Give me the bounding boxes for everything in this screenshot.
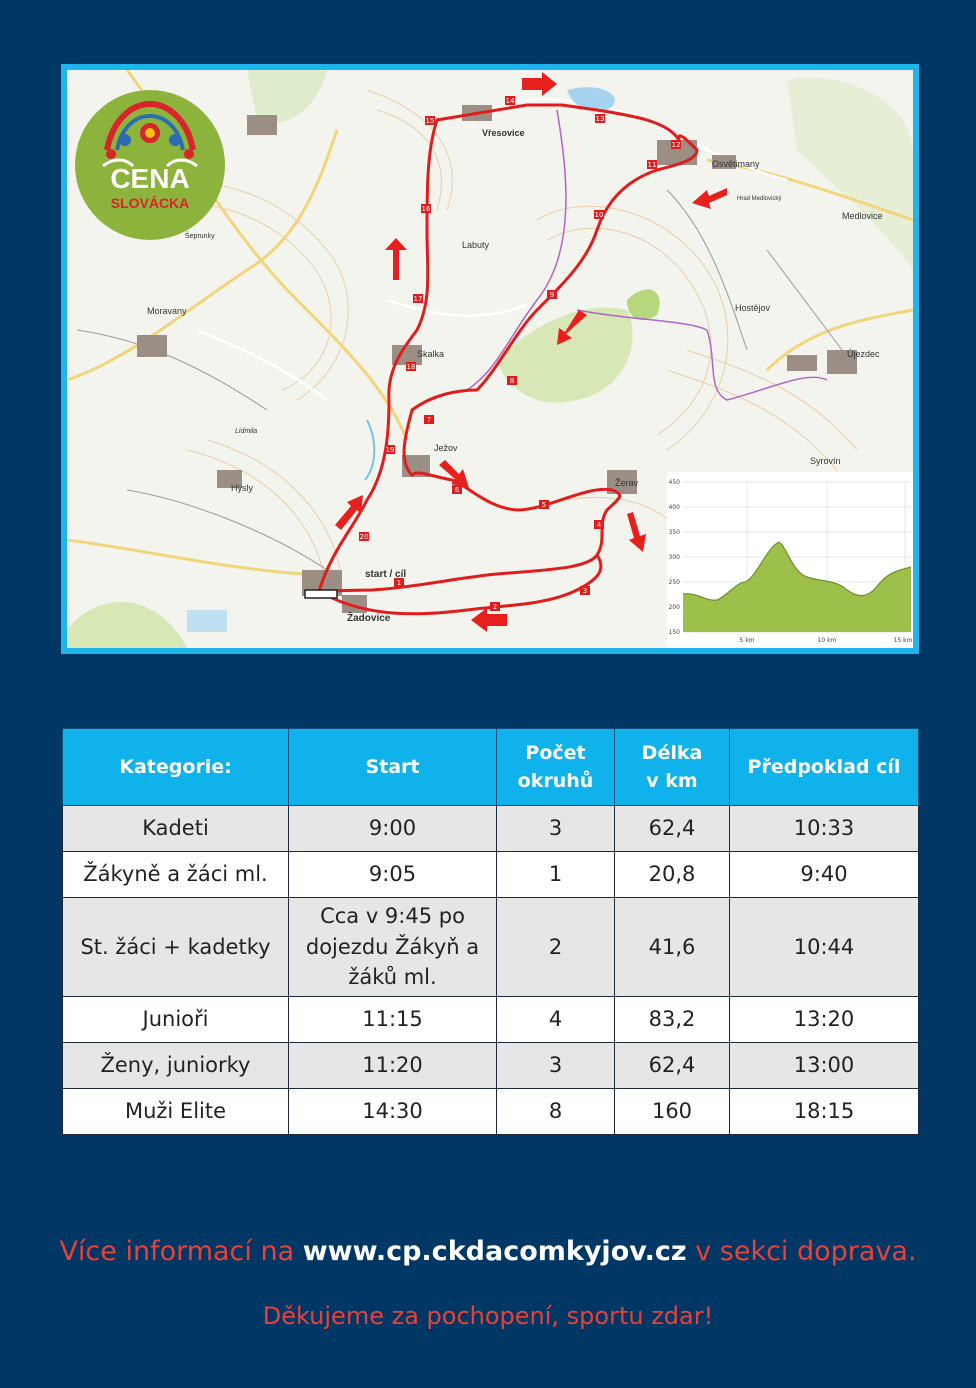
place-label: Skalka — [417, 349, 445, 359]
cena-slovacka-logo — [73, 88, 227, 242]
start-finish-marker — [305, 590, 337, 598]
website-link[interactable]: www.cp.ckdacomkyjov.cz — [302, 1236, 687, 1267]
table-row — [63, 806, 919, 852]
y-tick-label: 250 — [668, 579, 680, 586]
place-label: Labuty — [462, 240, 490, 250]
cell-length: 20,8 — [615, 852, 730, 898]
place-label: Hrad Medlovický — [737, 196, 782, 202]
km-marker: 20 — [359, 533, 369, 541]
place-label: Hýsly — [231, 483, 253, 493]
cell-length: 41,6 — [615, 898, 730, 997]
table-row — [63, 1089, 919, 1135]
table-row — [63, 898, 919, 997]
place-label: Syrovín — [810, 456, 841, 466]
y-tick-label: 350 — [668, 529, 680, 536]
cell-finish: 9:40 — [730, 852, 919, 898]
km-marker: 14 — [505, 97, 515, 105]
cell-finish: 18:15 — [730, 1089, 919, 1135]
route-map — [61, 64, 919, 654]
x-tick-label: 15 km — [893, 637, 913, 644]
y-tick-label: 200 — [668, 604, 680, 611]
cell-start: 11:15 — [289, 997, 497, 1043]
km-marker: 2 — [492, 603, 498, 611]
y-tick-label: 150 — [668, 629, 680, 636]
y-tick-label: 300 — [668, 554, 680, 561]
km-marker: 17 — [413, 295, 423, 303]
header-finish: Předpoklad cíl — [730, 729, 919, 806]
table-header-row — [63, 729, 919, 806]
km-marker: 8 — [509, 377, 515, 385]
header-category: Kategorie: — [63, 729, 289, 806]
cell-finish: 13:00 — [730, 1043, 919, 1089]
info-prefix: Více informací na — [59, 1236, 303, 1267]
cell-laps: 3 — [497, 1043, 615, 1089]
header-start: Start — [289, 729, 497, 806]
cell-laps: 4 — [497, 997, 615, 1043]
cell-laps: 2 — [497, 898, 615, 997]
table-row — [63, 997, 919, 1043]
cell-laps: 3 — [497, 806, 615, 852]
thanks-line: Děkujeme za pochopení, sportu zdar! — [262, 1302, 714, 1330]
cell-finish: 10:33 — [730, 806, 919, 852]
km-marker: 7 — [426, 416, 432, 424]
cell-start: Cca v 9:45 po dojezdu Žákyň a žáků ml. — [289, 898, 497, 997]
place-label: Medlovice — [842, 211, 883, 221]
km-marker: 3 — [582, 587, 588, 595]
cell-start: 11:20 — [289, 1043, 497, 1089]
header-laps: Počet okruhů — [497, 729, 615, 806]
place-label: Šeprunky — [185, 233, 215, 240]
cell-category: Ženy, juniorky — [63, 1043, 289, 1089]
logo-line1: CENA — [110, 163, 190, 194]
cell-category: Žákyně a žáci ml. — [63, 852, 289, 898]
km-marker: 15 — [425, 117, 435, 125]
cell-category: Kadeti — [63, 806, 289, 852]
cell-category: St. žáci + kadetky — [63, 898, 289, 997]
km-marker: 10 — [594, 211, 604, 219]
cell-length: 83,2 — [615, 997, 730, 1043]
cell-length: 160 — [615, 1089, 730, 1135]
km-marker: 13 — [595, 115, 605, 123]
logo-line2: SLOVÁCKA — [110, 195, 190, 211]
km-marker: 4 — [596, 521, 602, 529]
y-tick-label: 450 — [668, 479, 680, 486]
cell-laps: 8 — [497, 1089, 615, 1135]
start-finish-label: start / cíl — [365, 569, 407, 580]
cell-laps: 1 — [497, 852, 615, 898]
cell-start: 9:05 — [289, 852, 497, 898]
km-marker: 11 — [647, 161, 657, 169]
y-tick-label: 400 — [668, 504, 680, 511]
cell-finish: 13:20 — [730, 997, 919, 1043]
cell-category: Muži Elite — [63, 1089, 289, 1135]
km-marker: 12 — [671, 141, 681, 149]
x-tick-label: 5 km — [739, 637, 755, 644]
info-line — [0, 1236, 976, 1267]
table-row — [63, 1043, 919, 1089]
km-marker: 18 — [406, 363, 416, 371]
info-suffix: v sekci doprava. — [686, 1236, 917, 1267]
km-marker: 5 — [541, 501, 547, 509]
x-tick-label: 10 km — [817, 637, 837, 644]
cell-length: 62,4 — [615, 1043, 730, 1089]
km-marker: 1 — [396, 579, 402, 587]
elevation-profile — [667, 472, 913, 648]
cell-length: 62,4 — [615, 806, 730, 852]
place-label: Žerav — [615, 478, 639, 488]
place-label: Ježov — [434, 443, 458, 453]
place-label: Žadovice — [347, 613, 391, 624]
cell-start: 14:30 — [289, 1089, 497, 1135]
place-label: Moravany — [147, 306, 187, 316]
cell-category: Junioři — [63, 997, 289, 1043]
place-label: Osvětimany — [712, 159, 760, 169]
km-marker: 9 — [549, 291, 555, 299]
table-row — [63, 852, 919, 898]
header-length: Délka v km — [615, 729, 730, 806]
place-label: Vřesovice — [482, 128, 525, 138]
cell-finish: 10:44 — [730, 898, 919, 997]
km-marker: 16 — [421, 205, 431, 213]
cell-start: 9:00 — [289, 806, 497, 852]
schedule-table — [62, 728, 919, 1135]
km-marker: 19 — [385, 446, 395, 454]
place-label: Újezdec — [847, 349, 880, 359]
place-label: Lidmila — [235, 428, 258, 435]
km-marker: 6 — [454, 486, 460, 494]
place-label: Hostějov — [735, 303, 771, 313]
